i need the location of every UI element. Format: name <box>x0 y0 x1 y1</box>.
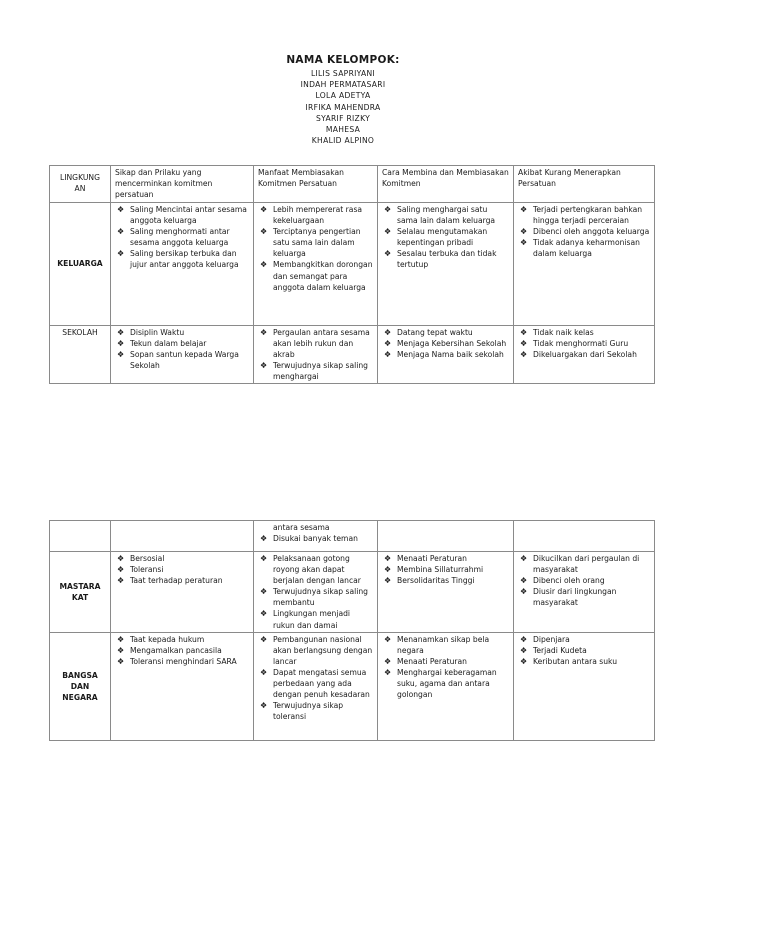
list-item <box>518 226 650 237</box>
list-item-text: Pergaulan antara sesama akan lebih rukun dan akrab <box>273 328 370 360</box>
cara-cell <box>378 521 514 552</box>
list-item <box>382 564 509 575</box>
list-item <box>382 575 509 586</box>
diamond-bullet-icon: ❖ <box>117 249 125 259</box>
diamond-bullet-icon: ❖ <box>384 205 392 214</box>
list-item-text: Taat terhadap peraturan <box>130 576 223 586</box>
list-item-text: Bersolidaritas Tinggi <box>397 576 475 586</box>
bullet-list <box>382 553 509 586</box>
list-item-text: Tidak menghormati Guru <box>533 339 629 349</box>
diamond-bullet-icon: ❖ <box>520 238 528 248</box>
group-title: NAMA KELOMPOK: <box>286 54 400 66</box>
header-akibat: Akibat Kurang Menerapkan Persatuan <box>514 166 655 203</box>
list-item <box>258 259 373 292</box>
list-item-text: Terjadi Kudeta <box>533 645 587 655</box>
list-item-text: Tekun dalam belajar <box>130 339 207 349</box>
table-row-sekolah <box>50 326 655 384</box>
diamond-bullet-icon: ❖ <box>384 656 392 666</box>
list-item <box>115 248 249 270</box>
diamond-bullet-icon: ❖ <box>520 656 528 666</box>
diamond-bullet-icon: ❖ <box>384 350 392 360</box>
diamond-bullet-icon: ❖ <box>384 565 392 575</box>
diamond-bullet-icon: ❖ <box>117 656 125 666</box>
diamond-bullet-icon: ❖ <box>384 227 392 237</box>
list-item <box>518 575 650 586</box>
list-item-text: Saling bersikap terbuka dan jujur antar anggota keluarga <box>130 249 239 270</box>
continued-text: antara sesama <box>273 523 330 532</box>
diamond-bullet-icon: ❖ <box>117 205 125 214</box>
manfaat-cell <box>254 552 378 633</box>
list-item-text: Dikeluargakan dari Sekolah <box>533 350 637 360</box>
sikap-cell <box>111 521 254 552</box>
list-item-text: Saling menghormati antar sesama anggota keluarga <box>130 227 230 248</box>
manfaat-cell <box>254 326 378 384</box>
akibat-cell <box>514 632 655 740</box>
list-item <box>518 327 650 338</box>
list-item <box>258 608 373 630</box>
list-item <box>115 656 249 667</box>
cara-cell <box>378 552 514 633</box>
list-item-text: Saling Mencintai antar sesama anggota keluarga <box>130 205 247 226</box>
list-item-text: Toleransi <box>130 565 164 575</box>
diamond-bullet-icon: ❖ <box>260 587 268 597</box>
list-item <box>115 349 249 371</box>
diamond-bullet-icon: ❖ <box>384 249 392 259</box>
bullet-list <box>518 204 650 259</box>
list-item-text: Datang tepat waktu <box>397 328 473 337</box>
diamond-bullet-icon: ❖ <box>260 328 268 337</box>
diamond-bullet-icon: ❖ <box>117 227 125 237</box>
table-header-row <box>50 166 655 203</box>
list-item <box>115 327 249 338</box>
diamond-bullet-icon: ❖ <box>520 339 528 349</box>
list-item <box>258 700 373 722</box>
diamond-bullet-icon: ❖ <box>384 339 392 349</box>
list-item-text: Bersosial <box>130 554 165 563</box>
list-item-text: Pembangunan nasional akan berlangsung dengan lancar <box>273 634 373 666</box>
list-item <box>518 634 650 645</box>
list-item <box>518 645 650 656</box>
akibat-cell <box>514 552 655 633</box>
akibat-cell <box>514 326 655 384</box>
diamond-bullet-icon: ❖ <box>260 205 268 214</box>
member-name: IRFIKA MAHENDRA <box>305 102 381 112</box>
diamond-bullet-icon: ❖ <box>384 328 392 337</box>
list-item-text: Disukai banyak teman <box>273 534 358 544</box>
list-item <box>258 204 373 226</box>
list-item-text: Saling menghargai satu sama lain dalam keluarga <box>397 205 496 226</box>
list-item-text: Menaati Peraturan <box>397 554 467 563</box>
list-item <box>382 204 509 226</box>
list-item-text: Tidak adanya keharmonisan dalam keluarga <box>533 238 640 259</box>
diamond-bullet-icon: ❖ <box>520 205 528 214</box>
diamond-bullet-icon: ❖ <box>260 609 268 619</box>
diamond-bullet-icon: ❖ <box>384 634 392 644</box>
list-item <box>382 226 509 248</box>
list-item <box>382 667 509 700</box>
bullet-list <box>518 634 650 667</box>
manfaat-cell <box>254 521 378 552</box>
list-item <box>382 248 509 270</box>
cara-cell <box>378 632 514 740</box>
manfaat-cell <box>254 203 378 326</box>
list-item <box>258 533 373 544</box>
cara-cell <box>378 203 514 326</box>
list-item <box>258 586 373 608</box>
list-item <box>518 338 650 349</box>
diamond-bullet-icon: ❖ <box>520 634 528 644</box>
list-item-text: Sopan santun kepada Warga Sekolah <box>130 350 239 371</box>
list-item-text: Keributan antara suku <box>533 656 618 666</box>
bullet-list <box>382 204 509 271</box>
env-cell: KELUARGA <box>50 203 111 326</box>
diamond-bullet-icon: ❖ <box>117 328 125 337</box>
diamond-bullet-icon: ❖ <box>520 576 528 586</box>
list-item <box>518 586 650 608</box>
cara-cell <box>378 326 514 384</box>
bullet-list <box>115 634 249 667</box>
table-page-2 <box>49 520 655 741</box>
diamond-bullet-icon: ❖ <box>260 361 268 371</box>
sikap-cell <box>111 203 254 326</box>
diamond-bullet-icon: ❖ <box>520 227 528 237</box>
member-name: INDAH PERMATASARI <box>300 80 386 90</box>
list-item-text: Terciptanya pengertian satu sama lain dalam keluarga <box>273 227 361 259</box>
list-item <box>258 553 373 586</box>
list-item <box>258 667 373 700</box>
list-item-text: Dibenci oleh anggota keluarga <box>533 227 650 237</box>
list-item-text: Terjadi pertengkaran bahkan hingga terjadi perceraian <box>533 205 643 226</box>
header-lingkungan: LINGKUNG AN <box>50 166 111 203</box>
diamond-bullet-icon: ❖ <box>520 587 528 597</box>
diamond-bullet-icon: ❖ <box>117 576 125 586</box>
member-list <box>0 68 686 146</box>
table-row-continued <box>50 521 655 552</box>
list-item-text: Membina Sillaturrahmi <box>397 565 484 575</box>
diamond-bullet-icon: ❖ <box>520 328 528 337</box>
akibat-cell <box>514 203 655 326</box>
bullet-list <box>115 327 249 371</box>
diamond-bullet-icon: ❖ <box>520 554 528 563</box>
member-name: LILIS SAPRIYANI <box>310 69 376 78</box>
list-item <box>382 338 509 349</box>
list-item-text: Tidak naik kelas <box>533 328 594 337</box>
bullet-list <box>258 327 373 382</box>
diamond-bullet-icon: ❖ <box>260 667 268 677</box>
table-row-masyarakat <box>50 552 655 633</box>
sikap-cell <box>111 552 254 633</box>
diamond-bullet-icon: ❖ <box>260 554 268 563</box>
list-item <box>115 204 249 226</box>
diamond-bullet-icon: ❖ <box>520 645 528 655</box>
list-item-text: Sesalau terbuka dan tidak tertutup <box>397 249 497 270</box>
diamond-bullet-icon: ❖ <box>260 701 268 711</box>
list-item-text: Menjaga Nama baik sekolah <box>397 350 504 360</box>
list-item <box>258 226 373 259</box>
sikap-cell <box>111 326 254 384</box>
list-item-text: Menghargai keberagaman suku, agama dan antara golongan <box>397 667 497 700</box>
list-item-text: Taat kepada hukum <box>130 634 205 644</box>
diamond-bullet-icon: ❖ <box>384 576 392 586</box>
diamond-bullet-icon: ❖ <box>117 554 125 563</box>
env-cell <box>50 521 111 552</box>
list-item-text: Terwujudnya sikap saling membantu <box>273 587 368 608</box>
list-item-text: Dikucilkan dari pergaulan di masyarakat <box>533 554 640 575</box>
list-item <box>518 349 650 360</box>
list-item-text: Dipenjara <box>533 634 570 644</box>
list-item-text: Menjaga Kebersihan Sekolah <box>397 339 507 349</box>
list-item <box>115 564 249 575</box>
list-item-text: Lebih mempererat rasa kekeluargaan <box>273 205 363 226</box>
list-item-text: Menaati Peraturan <box>397 656 467 666</box>
list-item-text: Diusir dari lingkungan masyarakat <box>533 587 617 608</box>
list-item-text: Terwujudnya sikap toleransi <box>273 701 344 722</box>
list-item <box>115 575 249 586</box>
diamond-bullet-icon: ❖ <box>384 554 392 563</box>
sikap-cell <box>111 632 254 740</box>
table-row-keluarga <box>50 203 655 326</box>
list-item <box>382 349 509 360</box>
list-item <box>518 553 650 575</box>
member-name: MAHESA <box>325 125 361 135</box>
header-sikap: Sikap dan Prilaku yang mencerminkan komitmen persatuan <box>111 166 254 203</box>
list-item-text: Toleransi menghindari SARA <box>130 656 237 666</box>
bullet-list <box>518 553 650 608</box>
bullet-list <box>258 533 373 544</box>
env-cell: MASTARA KAT <box>50 552 111 633</box>
list-item <box>258 327 373 360</box>
bullet-list <box>382 327 509 360</box>
list-item <box>382 634 509 656</box>
diamond-bullet-icon: ❖ <box>117 645 125 655</box>
list-item-text: Dibenci oleh orang <box>533 576 605 586</box>
akibat-cell <box>514 521 655 552</box>
list-item <box>518 204 650 226</box>
list-item <box>518 237 650 259</box>
diamond-bullet-icon: ❖ <box>117 339 125 349</box>
bullet-list <box>258 553 373 631</box>
list-item <box>518 656 650 667</box>
list-item <box>258 360 373 382</box>
diamond-bullet-icon: ❖ <box>117 634 125 644</box>
diamond-bullet-icon: ❖ <box>117 350 125 360</box>
list-item-text: Membangkitkan dorongan dan semangat para anggota dalam keluarga <box>273 260 373 292</box>
list-item-text: Disiplin Waktu <box>130 328 185 337</box>
bullet-list <box>258 204 373 293</box>
list-item <box>382 656 509 667</box>
env-cell: SEKOLAH <box>50 326 111 384</box>
diamond-bullet-icon: ❖ <box>260 260 268 270</box>
member-name: LOLA ADETYA <box>315 91 371 101</box>
bullet-list <box>382 634 509 701</box>
list-item <box>115 645 249 656</box>
diamond-bullet-icon: ❖ <box>384 667 392 677</box>
list-item-text: Menanamkan sikap bela negara <box>397 634 490 655</box>
bullet-list <box>518 327 650 360</box>
header-manfaat: Manfaat Membiasakan Komitmen Persatuan <box>254 166 378 203</box>
list-item <box>258 634 373 667</box>
member-name: KHALID ALPINO <box>311 136 375 146</box>
bullet-list <box>115 553 249 586</box>
list-item-text: Lingkungan menjadi rukun dan damai <box>273 609 351 630</box>
list-item <box>115 226 249 248</box>
group-header <box>0 54 686 146</box>
env-cell: BANGSA DAN NEGARA <box>50 632 111 740</box>
list-item-text: Dapat mengatasi semua perbedaan yang ada dengan penuh kesadaran <box>273 667 370 700</box>
manfaat-cell <box>254 632 378 740</box>
diamond-bullet-icon: ❖ <box>520 350 528 360</box>
list-item-text: Selalau mengutamakan kepentingan pribadi <box>397 227 488 248</box>
list-item-text: Mengamalkan pancasila <box>130 645 222 655</box>
bullet-list <box>115 204 249 271</box>
list-item <box>115 553 249 564</box>
member-name: SYARIF RIZKY <box>315 113 371 123</box>
list-item <box>382 553 509 564</box>
table-page-1 <box>49 165 655 384</box>
diamond-bullet-icon: ❖ <box>260 227 268 237</box>
list-item-text: Terwujudnya sikap saling menghargai <box>273 361 368 382</box>
list-item <box>115 634 249 645</box>
table-row-bangsa-negara <box>50 632 655 740</box>
bullet-list <box>258 634 373 723</box>
list-item-text: Pelaksanaan gotong royong akan dapat berjalan dengan lancar <box>273 554 361 586</box>
list-item <box>115 338 249 349</box>
header-cara: Cara Membina dan Membiasakan Komitmen <box>378 166 514 203</box>
diamond-bullet-icon: ❖ <box>117 565 125 575</box>
diamond-bullet-icon: ❖ <box>260 634 268 644</box>
diamond-bullet-icon: ❖ <box>260 534 268 544</box>
list-item <box>382 327 509 338</box>
